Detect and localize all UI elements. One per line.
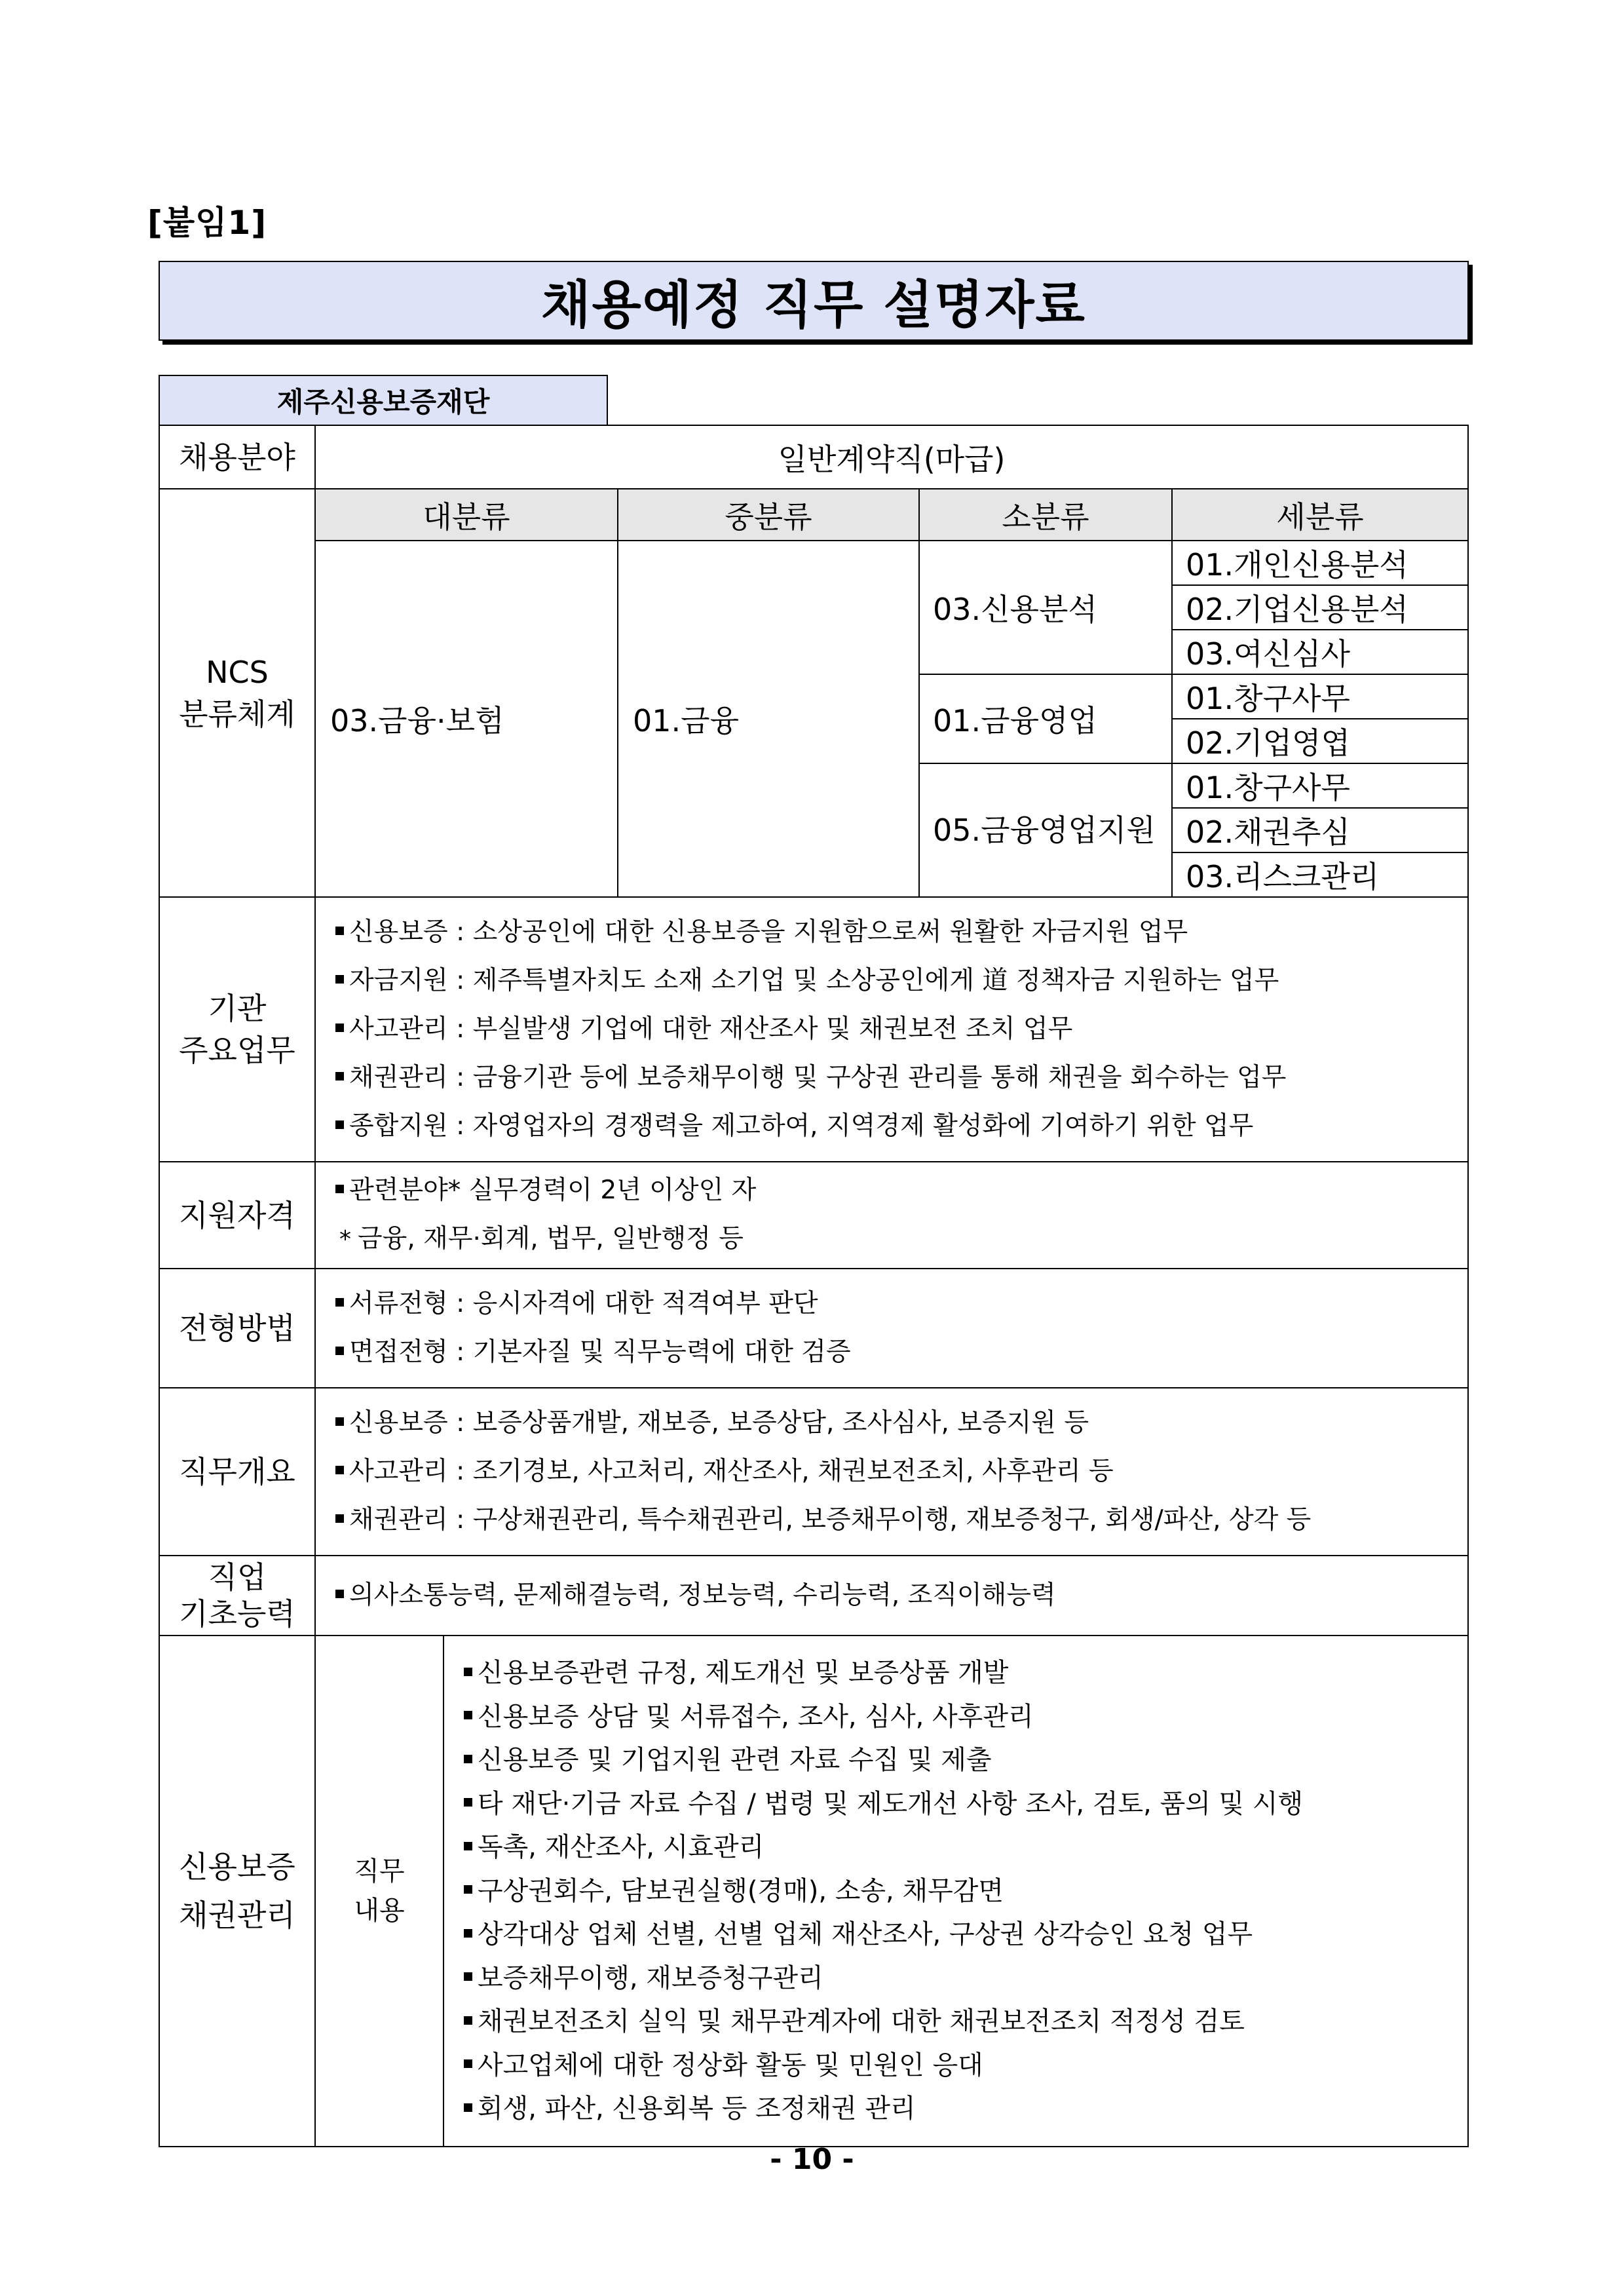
job-content-list [444,1636,1468,2147]
square-bullet-icon [464,1842,472,1850]
job-overview-list [315,1388,1468,1556]
selection-list [315,1269,1468,1388]
basic-competency-row [159,1556,1468,1636]
square-bullet-icon [335,1298,344,1307]
basic-competency-label-line1: 직업 [208,1559,267,1595]
recruit-field-label: 채용분야 [159,425,315,489]
ncs-detail-value: 03.여신심사 [1172,630,1468,674]
recruit-field-value: 일반계약직(마급) [315,425,1468,489]
list-item: 사고관리 : 조기경보, 사고처리, 재산조사, 채권보전조치, 사후관리 등 [335,1447,1456,1496]
square-bullet-icon [464,1885,472,1894]
list-item: 자금지원 : 제주특별자치도 소재 소기업 및 소상공인에게 道 정책자금 지원하는 업무 [335,957,1456,1005]
square-bullet-icon [464,2103,472,2112]
list-item: 사고관리 : 부실발생 기업에 대한 재산조사 및 채권보전 조치 업무 [335,1005,1456,1054]
ncs-label-line2: 분류체계 [179,696,295,732]
square-bullet-icon [335,1120,344,1129]
basic-competency-list [315,1556,1468,1636]
job-description-table [159,425,1469,2147]
square-bullet-icon [335,975,344,984]
list-item: 독촉, 재산조사, 시효관리 [464,1826,1456,1869]
square-bullet-icon [464,2059,472,2068]
list-item: 채권보전조치 실익 및 채무관계자에 대한 채권보전조치 적정성 검토 [464,2000,1456,2044]
job-overview-row [159,1388,1468,1556]
list-item: 채권관리 : 금융기관 등에 보증채무이행 및 구상권 관리를 통해 채권을 회수하는 업무 [335,1054,1456,1102]
selection-label: 전형방법 [159,1269,315,1388]
list-item: 채권관리 : 구상채권관리, 특수채권관리, 보증채무이행, 재보증청구, 회생/파산, 상각 등 [335,1496,1456,1544]
list-item: 관련분야* 실무경력이 2년 이상인 자 [335,1166,1456,1215]
ncs-major-value: 03.금융·보험 [315,541,618,897]
list-item: 면접전형 : 기본자질 및 직무능력에 대한 검증 [335,1328,1456,1377]
org-duties-label [159,897,315,1162]
org-duties-label-line2: 주요업무 [179,1033,295,1068]
job-content-label-line2: 내용 [354,1896,405,1926]
organization-name: 제주신용보증재단 [159,375,608,425]
list-item: 서류전형 : 응시자격에 대한 적격여부 판단 [335,1280,1456,1328]
document-title: 채용예정 직무 설명자료 [159,261,1469,341]
org-duties-label-line1: 기관 [208,991,267,1026]
basic-competency-label-line2: 기초능력 [179,1596,295,1632]
asterisk-mark: * [339,1226,351,1253]
ncs-detail-value: 01.개인신용분석 [1172,541,1468,585]
square-bullet-icon [335,1185,344,1193]
list-item: 신용보증관련 규정, 제도개선 및 보증상품 개발 [464,1651,1456,1695]
ncs-header-major: 대분류 [315,489,618,541]
ncs-header-small: 소분류 [919,489,1172,541]
square-bullet-icon [335,1072,344,1081]
org-duties-row [159,897,1468,1162]
square-bullet-icon [335,1466,344,1474]
qualification-row [159,1162,1468,1269]
ncs-small-value: 03.신용분석 [919,541,1172,674]
ncs-small-value: 05.금융영업지원 [919,763,1172,897]
org-duties-list [315,897,1468,1162]
ncs-middle-value: 01.금융 [618,541,919,897]
basic-competency-label [159,1556,315,1636]
footnote: * 금융, 재무·회계, 법무, 일반행정 등 [339,1224,744,1253]
job-overview-label: 직무개요 [159,1388,315,1556]
ncs-label [159,489,315,897]
square-bullet-icon [464,1929,472,1938]
square-bullet-icon [335,927,344,935]
ncs-detail-value: 03.리스크관리 [1172,852,1468,897]
credit-section-row [159,1636,1468,2147]
ncs-label-line1: NCS [206,654,269,690]
square-bullet-icon [464,2016,472,2025]
list-item: 보증채무이행, 재보증청구관리 [464,1957,1456,2000]
list-item: 구상권회수, 담보권실행(경매), 소송, 채무감면 [464,1869,1456,1913]
square-bullet-icon [464,1798,472,1807]
square-bullet-icon [335,1417,344,1426]
square-bullet-icon [335,1347,344,1355]
recruit-field-row [159,425,1468,489]
list-item: 종합지원 : 자영업자의 경쟁력을 제고하여, 지역경제 활성화에 기여하기 위한 업무 [335,1102,1456,1151]
square-bullet-icon [464,1668,472,1676]
credit-section-label-line2: 채권관리 [179,1898,295,1933]
list-item: 상각대상 업체 선별, 선별 업체 재산조사, 구상권 상각승인 요청 업무 [464,1913,1456,1957]
page-number: - 10 - [770,2143,854,2176]
ncs-header-middle: 중분류 [618,489,919,541]
ncs-detail-value: 02.채권추심 [1172,808,1468,852]
credit-section-label-line1: 신용보증 [179,1849,295,1885]
list-item: 회생, 파산, 신용회복 등 조정채권 관리 [464,2087,1456,2131]
ncs-detail-value: 02.기업신용분석 [1172,585,1468,630]
list-item: 사고업체에 대한 정상화 활동 및 민원인 응대 [464,2044,1456,2088]
list-item: 신용보증 상담 및 서류접수, 조사, 심사, 사후관리 [464,1695,1456,1739]
square-bullet-icon [335,1590,344,1598]
square-bullet-icon [335,1024,344,1032]
ncs-detail-value: 02.기업영엽 [1172,719,1468,763]
ncs-detail-value: 01.창구사무 [1172,674,1468,719]
list-item: 의사소통능력, 문제해결능력, 정보능력, 수리능력, 조직이해능력 [335,1571,1456,1620]
square-bullet-icon [335,1514,344,1523]
ncs-header-row [159,489,1468,541]
list-item: 신용보증 : 소상공인에 대한 신용보증을 지원함으로써 원활한 자금지원 업무 [335,908,1456,957]
ncs-detail-value: 01.창구사무 [1172,763,1468,808]
list-item: 신용보증 및 기업지원 관련 자료 수집 및 제출 [464,1738,1456,1782]
list-item: 타 재단·기금 자료 수집 / 법령 및 제도개선 사항 조사, 검토, 품의 및 시행 [464,1782,1456,1826]
qualification-label: 지원자격 [159,1162,315,1269]
list-item: 신용보증 : 보증상품개발, 재보증, 보증상담, 조사심사, 보증지원 등 [335,1399,1456,1447]
qualification-list [315,1162,1468,1269]
ncs-header-detail: 세분류 [1172,489,1468,541]
job-content-label-line1: 직무 [354,1856,405,1886]
square-bullet-icon [464,1755,472,1763]
attachment-label: [붙임1] [147,204,267,242]
ncs-small-value: 01.금융영업 [919,674,1172,763]
job-content-label [315,1636,444,2147]
square-bullet-icon [464,1711,472,1719]
square-bullet-icon [464,1972,472,1981]
selection-row [159,1269,1468,1388]
credit-section-label [159,1636,315,2147]
